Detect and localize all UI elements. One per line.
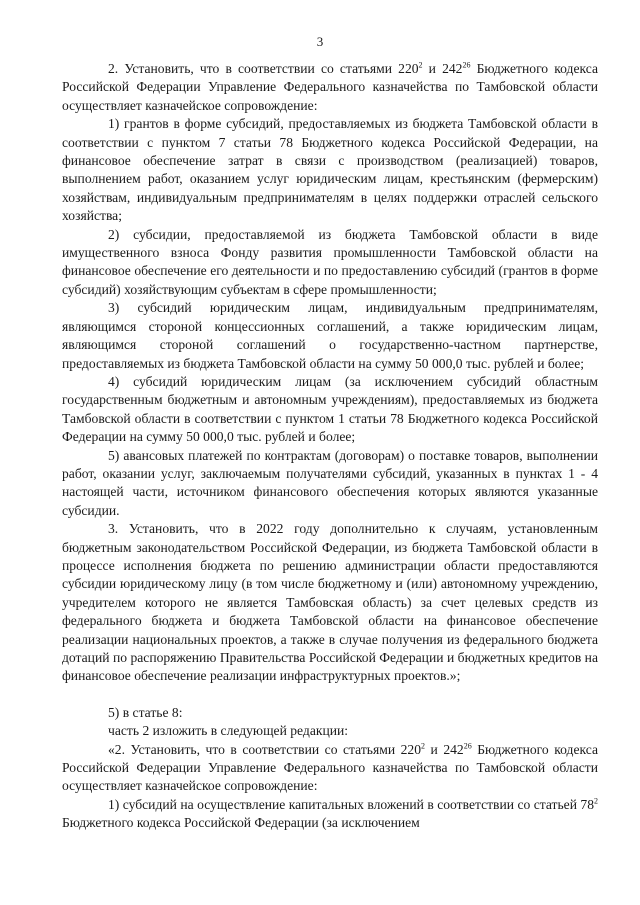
superscript: 26 (462, 60, 471, 70)
paragraph (62, 704, 598, 722)
paragraph (62, 373, 598, 447)
text-run: 3) субсидий юридическим лицам, индивидуальным предпринимателям, являющимся стороной концессионных соглашений, а также юридическим лицам, являющимся стороной соглашений о государственно-частном партнерстве, предоставляемых из бюджета Тамбовской области на сумму 50 000,0 тыс. рублей и более; (62, 300, 598, 371)
text-run: 1) субсидий на осуществление капитальных вложений в соответствии со статьей 78 (108, 796, 594, 812)
paragraph (62, 796, 598, 833)
paragraph (62, 60, 598, 115)
paragraph (62, 447, 598, 521)
text-run: 5) авансовых платежей по контрактам (договорам) о поставке товаров, выполнении работ, оказании услуг, заключаемым получателями субсидий, указанных в пунктах 1 - 4 настоящей части, источником финансового обеспечения которых являются указанные субсидии. (62, 447, 598, 518)
page-number: 3 (316, 34, 324, 49)
superscript: 2 (418, 60, 423, 70)
paragraph (62, 299, 598, 373)
text-run: 2) субсидии, предоставляемой из бюджета Тамбовской области в виде имущественного взноса Фонду развития промышленности Тамбовской области на финансовое обеспечение его деятельности и по предоставлению субсидий (грантов в форме субсидий) хозяйствующим субъектам в сфере промышленности; (62, 226, 598, 297)
superscript: 2 (421, 741, 426, 751)
paragraph (62, 722, 598, 740)
paragraph (62, 741, 598, 796)
text-run: Бюджетного кодекса Российской Федерации Управление Федерального казначейства по Тамбовской области осуществляет казначейское сопровождение: (62, 741, 598, 794)
paragraph (62, 520, 598, 686)
paragraph (62, 115, 598, 225)
text-run: 1) грантов в форме субсидий, предоставляемых из бюджета Тамбовской области в соответствии с пунктом 7 статьи 78 Бюджетного кодекса Российской Федерации, на финансовое обеспечение затрат в связи с производством (реализацией) товаров, выполнением работ, оказанием услуг юридическим лицам, крестьянским (фермерским) хозяйствам, индивидуальным предпринимателям в целях поддержки отраслей сельского хозяйства; (62, 116, 598, 224)
text-run: 2. Установить, что в соответствии со статьями 220 (108, 61, 419, 76)
text-run: часть 2 изложить в следующей редакции: (108, 723, 349, 739)
text-run: 4) субсидий юридическим лицам (за исключением субсидий областным государственным бюджетным и автономным учреждениям), предоставляемых из бюджета Тамбовской области в соответствии с пунктом 1 статьи 78 Бюджетного кодекса Российской Федерации на сумму 50 000,0 тыс. рублей и более; (62, 373, 598, 445)
text-run: «2. Установить, что в соответствии со статьями 220 (108, 741, 422, 757)
text-run: и 242 (422, 61, 463, 76)
text-run: 3. Установить, что в 2022 году дополнительно к случаям, установленным бюджетным законодательством Российской Федерации, из бюджета Тамбовской области в процессе исполнения бюджета по решению администрации области предоставляются субсидии юридическому лицу (в том числе бюджетному и (или) автономному учреждению, учредителем которого не является Тамбовская область) за счет целевых средств из федерального бюджета и бюджета Тамбовской области на финансовое обеспечение реализации национальных проектов, а также в случае получения из федерального бюджета дотаций по распоряжению Правительства Российской Федерации и бюджетных кредитов на финансовое обеспечение реализации инфраструктурных проектов.»; (62, 521, 598, 684)
document-body (62, 60, 598, 833)
text-run: Бюджетного кодекса Российской Федерации (за исключением (62, 815, 420, 831)
text-run: Бюджетного кодекса Российской Федерации Управление Федерального казначейства по Тамбовской области осуществляет казначейское сопровождение: (62, 61, 598, 113)
paragraph (62, 226, 598, 300)
superscript: 2 (594, 796, 598, 806)
text-run: 5) в статье 8: (108, 704, 183, 720)
superscript: 26 (463, 741, 472, 751)
text-run: и 242 (425, 741, 464, 757)
